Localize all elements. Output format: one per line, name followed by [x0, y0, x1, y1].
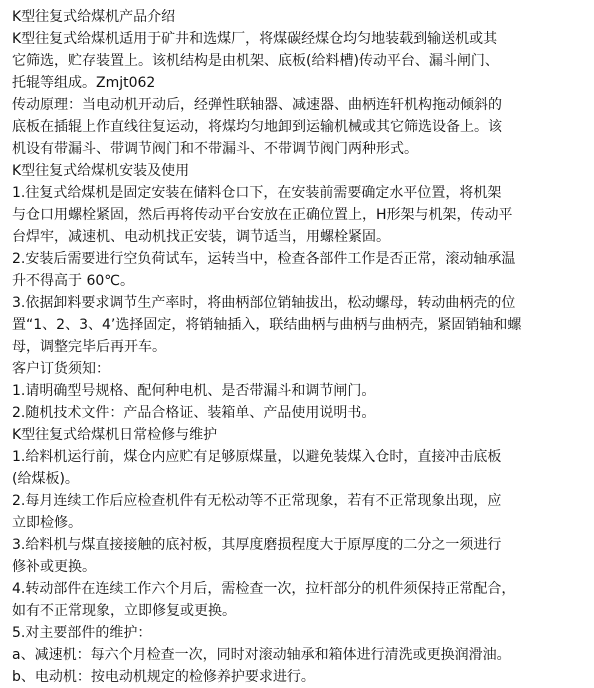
text-line: 5.对主要部件的维护： [12, 625, 152, 641]
text-line: (给煤板)。 [12, 471, 79, 487]
text-line: 2.随机技术文件：产品合格证、装箱单、产品使用说明书。 [12, 405, 376, 421]
text-line: 1.给料机运行前，煤仓内应贮有足够原煤量，以避免装煤入仓时，直接冲击底板 [12, 449, 502, 465]
text-line: 如有不正常现象，立即修复或更换。 [12, 603, 236, 619]
text-line: a、减速机：每六个月检查一次，同时对滚动轴承和箱体进行清洗或更换润滑油。 [12, 647, 511, 663]
text-line: 4.转动部件在连续工作六个月后，需检查一次，拉杆部分的机件须保持正常配合， [12, 581, 516, 597]
text-line: 1.请明确型号规格、配何种电机、是否带漏斗和调节闸门。 [12, 383, 376, 399]
text-line: K型往复式给煤机产品介绍 [12, 9, 176, 25]
text-line: 3.依据卸料要求调节生产率时，将曲柄部位销轴拔出，松动螺母，转动曲柄壳的位 [12, 295, 516, 311]
text-line: 机设有带漏斗、带调节阀门和不带漏斗、不带调节阀门两种形式。 [12, 141, 418, 157]
text-line: b、电动机：按电动机规定的检修养护要求进行。 [12, 669, 315, 685]
text-line: 客户订货须知： [12, 361, 110, 377]
text-line: 托辊等组成。Zmjt062 [12, 75, 156, 91]
text-line: 它筛选，贮存装置上。该机结构是由机架、底板(给料槽)传动平台、漏斗闸门、 [12, 53, 499, 69]
text-line: 底板在插辊上作直线往复运动，将煤均匀地卸到运输机械或其它筛选设备上。该 [12, 119, 502, 135]
text-line: 2.每月连续工作后应检查机件有无松动等不正常现象，若有不正常现象出现，应 [12, 493, 502, 509]
text-line: K型往复式给煤机适用于矿井和选煤厂，将煤碳经煤仓均匀地装载到输送机或其 [12, 31, 498, 47]
text-line: 1.往复式给煤机是固定安装在储料仓口下，在安装前需要确定水平位置，将机架 [12, 185, 502, 201]
text-line: K型往复式给煤机安装及使用 [12, 163, 190, 179]
text-line: 3.给料机与煤直接接触的底衬板，其厚度磨损程度大于原厚度的二分之一须进行 [12, 537, 502, 553]
text-line: 台焊牢，减速机、电动机找正安装，调节适当，用螺栓紧固。 [12, 229, 390, 245]
text-line: 升不得高于 60℃。 [12, 273, 134, 289]
text-line: 与仓口用螺栓紧固，然后再将传动平台安放在正确位置上，H形架与机架，传动平 [12, 207, 513, 223]
text-line: 2.安装后需要进行空负荷试车，运转当中，检查各部件工作是否正常，滚动轴承温 [12, 251, 516, 267]
text-line: 母，调整完毕后再开车。 [12, 339, 166, 355]
text-line: 传动原理：当电动机开动后，经弹性联轴器、减速器、曲柄连轩机构拖动倾斜的 [12, 97, 502, 113]
text-line: 立即检修。 [12, 515, 82, 531]
text-line: 置“1、2、3、4’选择固定，将销轴插入，联结曲柄与曲柄与曲柄壳，紧固销轴和螺 [12, 317, 522, 333]
text-line: 修补或更换。 [12, 559, 96, 575]
text-line: K型往复式给煤机日常检修与维护 [12, 427, 218, 443]
